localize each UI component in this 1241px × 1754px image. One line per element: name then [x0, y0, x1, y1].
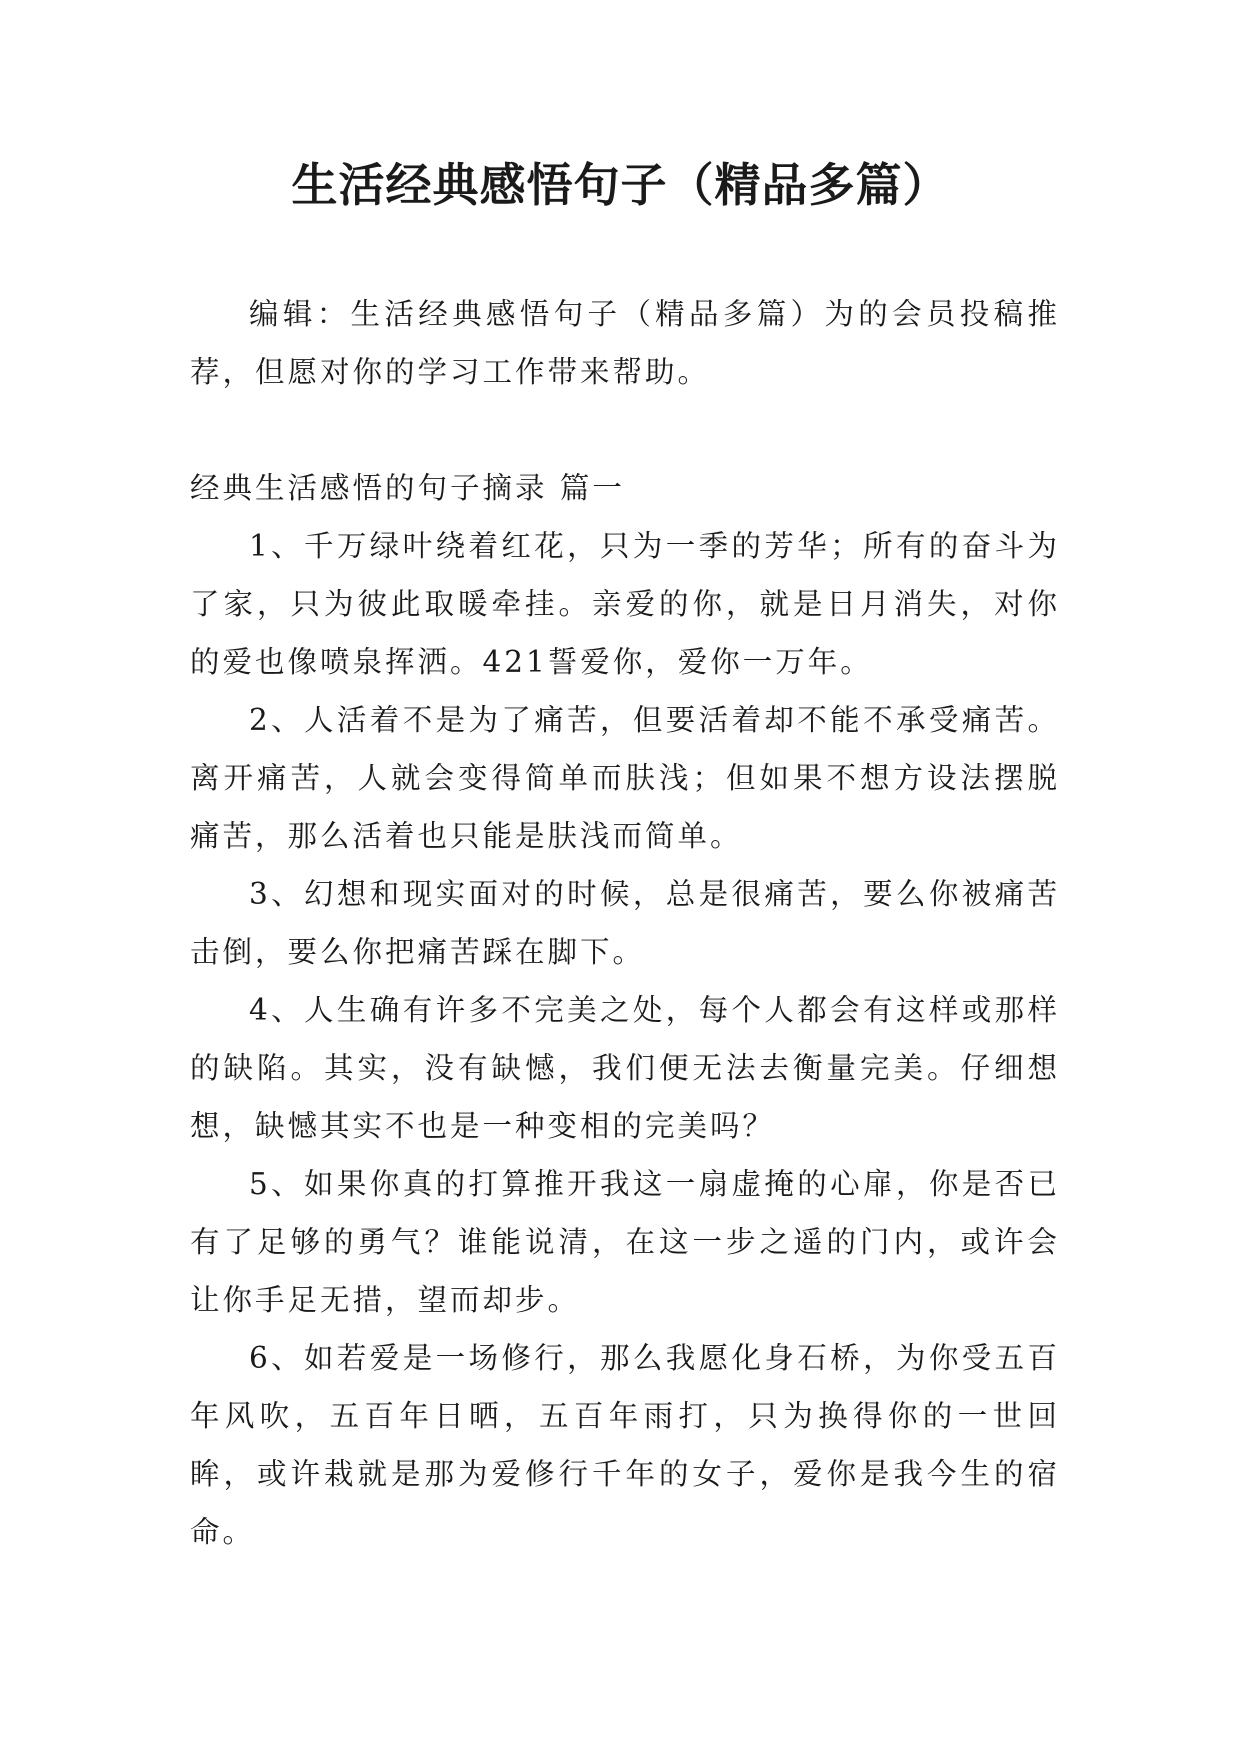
intro-paragraph: 编辑：生活经典感悟句子（精品多篇）为的会员投稿推荐，但愿对你的学习工作带来帮助。 [190, 297, 1060, 389]
paragraph-5: 5、如果你真的打算推开我这一扇虚掩的心扉，你是否已有了足够的勇气？谁能说清，在这一步之遥的门内，或许会让你手足无措，望而却步。 [190, 1167, 1060, 1317]
section-heading: 经典生活感悟的句子摘录 篇一 [190, 471, 625, 505]
paragraph-4: 4、人生确有许多不完美之处，每个人都会有这样或那样的缺陷。其实，没有缺憾，我们便无法去衡量完美。仔细想想，缺憾其实不也是一种变相的完美吗？ [190, 993, 1060, 1143]
paragraph-2: 2、人活着不是为了痛苦，但要活着却不能不承受痛苦。离开痛苦，人就会变得简单而肤浅；但如果不想方设法摆脱痛苦，那么活着也只能是肤浅而简单。 [190, 703, 1060, 853]
document-body [190, 285, 1060, 1561]
paragraph-6: 6、如若爱是一场修行，那么我愿化身石桥，为你受五百年风吹，五百年日晒，五百年雨打，只为换得你的一世回眸，或许栽就是那为爱修行千年的女子，爱你是我今生的宿命。 [190, 1341, 1060, 1549]
document-title: 生活经典感悟句子（精品多篇） [291, 158, 950, 212]
paragraph-1: 1、千万绿叶绕着红花，只为一季的芳华；所有的奋斗为了家，只为彼此取暖牵挂。亲爱的你，就是日月消失，对你的爱也像喷泉挥洒。421誓爱你，爱你一万年。 [190, 529, 1060, 679]
paragraph-3: 3、幻想和现实面对的时候，总是很痛苦，要么你被痛苦击倒，要么你把痛苦踩在脚下。 [190, 877, 1060, 969]
